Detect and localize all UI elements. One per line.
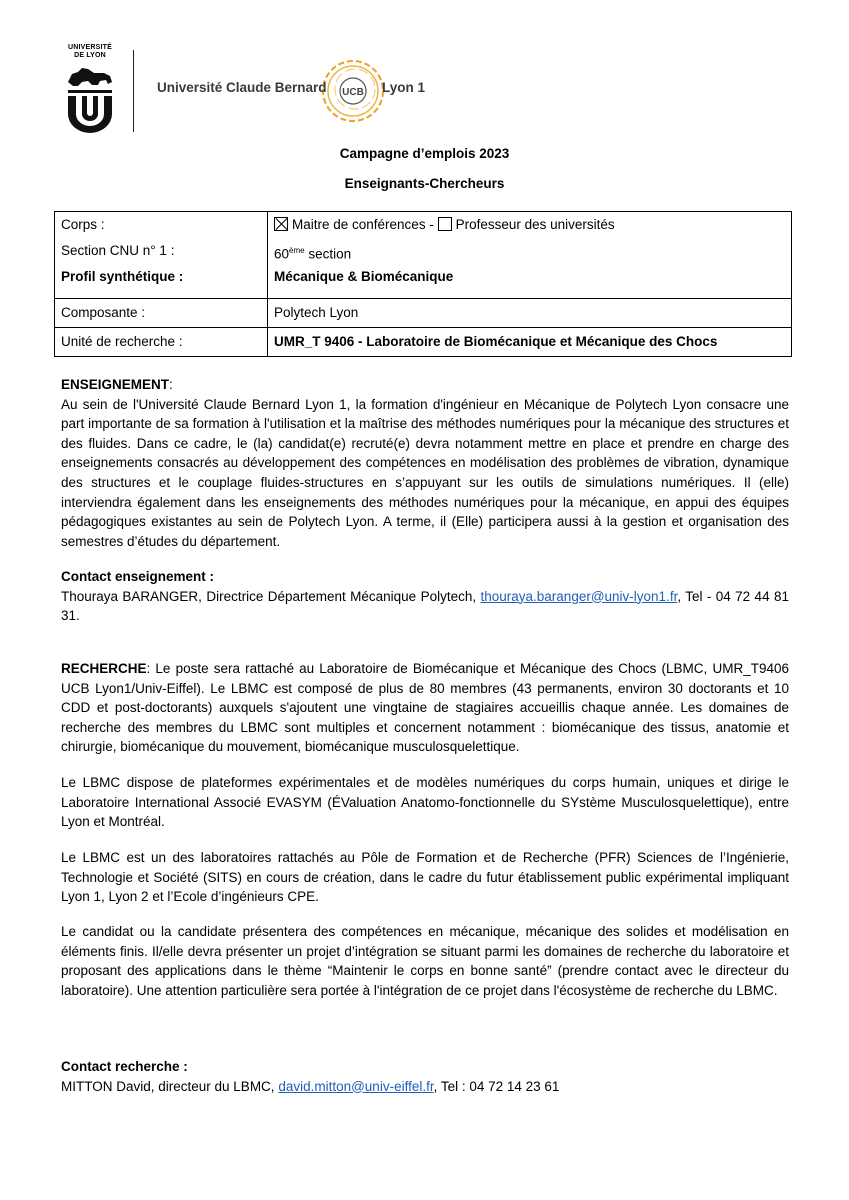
contact-enseignement-heading: Contact enseignement :	[61, 569, 215, 584]
recherche-p1-text: : Le poste sera rattaché au Laboratoire de Biomécanique et Mécanique des Chocs (LBMC, UMR_T9406 UCB Lyon1/Univ-Eiffel). Le LBMC est composé de plus de 80 membres (43 permanents, environ 30 doctorants et 10 CDD et post-doctorants) auxquels s'ajoutent une vingtaine de stagiaires accueillis chaque année. Les domaines de recherche des membres du LBMC sont multiples et concernent notamment : biomécanique des tissus, anatomie et chirurgie, biomécanique du mouvement, biomécanique musculosquelettique.	[61, 661, 789, 755]
lion-icon	[64, 60, 116, 134]
logo-separator	[133, 50, 134, 132]
section-label: Section CNU n° 1 :	[61, 243, 175, 258]
profil-label: Profil synthétique :	[61, 269, 184, 284]
contact-recherche-heading: Contact recherche :	[61, 1059, 188, 1074]
table-cell-values	[268, 212, 792, 299]
ucbl-name-part1: Université Claude Bernard	[157, 80, 327, 95]
ucbl-name-part2: Lyon 1	[382, 80, 426, 95]
unchecked-checkbox-icon[interactable]	[438, 217, 452, 231]
enseignement-heading-colon: :	[169, 377, 173, 392]
corps-option-mcf: Maitre de conférences -	[292, 217, 434, 232]
contact-enseignement-section	[61, 567, 789, 626]
unite-label: Unité de recherche :	[55, 328, 268, 357]
ucbl-emblem-icon	[318, 56, 388, 126]
enseignement-heading: ENSEIGNEMENT	[61, 377, 170, 392]
enseignement-text: Au sein de l'Université Claude Bernard Lyon 1, la formation d'ingénieur en Mécanique de Polytech Lyon consacre une part importante de sa formation à l'utilisation et la maîtrise des méthodes numériques pour la mécanique des structures et des fluides. Dans ce cadre, le (la) candidat(e) recruté(e) devra notamment mettre en place et prendre en charge des enseignements consacrés au développement des compétences en modélisation des problèmes de vibration, dynamique des structures et le couplage fluides-structures en s’appuyant sur les outils de simulations numériques. Il (elle) interviendra également dans les enseignements des méthodes numériques pour la mécanique, en appui des équipes pédagogiques existantes au sein de Polytech Lyon. A terme, il (Elle) participera aussi à la gestion et organisation des semestres d’études du département.	[61, 396, 789, 549]
recherche-p4: Le candidat ou la candidate présentera des compétences en mécanique, mécanique des solides et modélisation en éléments finis. Il/elle devra présenter un projet d’intégration se situant parmi les domaines de recherche du laboratoire et proposant des applications dans le thème “Maintenir le corps en bonne santé” (prendre contact avec le directeur du laboratoire). Une attention particulière sera portée à l'intégration de ce projet dans l'écosystème de recherche du LBMC.	[61, 924, 789, 998]
contact-recherche-section	[61, 1057, 789, 1096]
section-value	[274, 238, 791, 264]
contact-recherche-email-link[interactable]: david.mitton@univ-eiffel.fr	[278, 1078, 434, 1094]
table-cell-labels	[55, 212, 268, 299]
ucbl-emblem-text: UCB	[342, 87, 364, 98]
section-number: 60	[274, 246, 290, 262]
table-row	[55, 328, 792, 357]
table-row	[55, 299, 792, 328]
corps-option-pu: Professeur des universités	[455, 217, 615, 232]
composante-value: Polytech Lyon	[268, 299, 792, 328]
recherche-p3: Le LBMC est un des laboratoires rattachés au Pôle de Formation et de Recherche (PFR) Sciences de l’Ingénierie, Technologie et Société (SITS) en cours de création, dans le cadre du futur établissement public expérimental impliquant Lyon 1, Lyon 2 et l’Ecole d’ingénieurs CPE.	[61, 850, 789, 905]
corps-label: Corps :	[61, 217, 105, 232]
contact-enseignement-tel: , Tel - 04 72 44 81 31.	[61, 588, 789, 624]
contact-enseignement-text: Thouraya BARANGER, Directrice Département Mécanique Polytech,	[61, 588, 481, 604]
table-row	[55, 212, 792, 299]
composante-label: Composante :	[55, 299, 268, 328]
profil-value: Mécanique & Biomécanique	[274, 269, 454, 284]
document-title: Campagne d’emplois 2023	[339, 146, 510, 161]
recherche-p2: Le LBMC dispose de plateformes expérimentales et de modèles numériques du corps humain, uniques et dirige le Laboratoire International Associé EVASYM (ÉValuation Anatomo-fonctionnelle du SYstème Musculosquelettique), entre Lyon et Montréal.	[61, 775, 789, 830]
recherche-heading: RECHERCHE	[61, 661, 147, 676]
univ-lyon-logo-text: UNIVERSITÉ DE LYON	[67, 44, 112, 59]
corps-options	[274, 212, 791, 238]
unite-value: UMR_T 9406 - Laboratoire de Biomécanique et Mécanique des Chocs	[268, 328, 792, 357]
section-suffix: section	[304, 246, 352, 262]
document-subtitle: Enseignants-Chercheurs	[344, 176, 505, 191]
universite-de-lyon-logo	[64, 44, 116, 136]
checked-checkbox-icon[interactable]	[274, 217, 288, 231]
contact-enseignement-email-link[interactable]: thouraya.baranger@univ-lyon1.fr	[480, 588, 678, 604]
info-table	[54, 211, 792, 357]
contact-recherche-text: MITTON David, directeur du LBMC,	[61, 1078, 279, 1094]
enseignement-section	[61, 375, 789, 551]
recherche-p1	[61, 659, 789, 757]
section-sup: ème	[289, 246, 305, 255]
contact-recherche-tel: , Tel : 04 72 14 23 61	[433, 1078, 560, 1094]
